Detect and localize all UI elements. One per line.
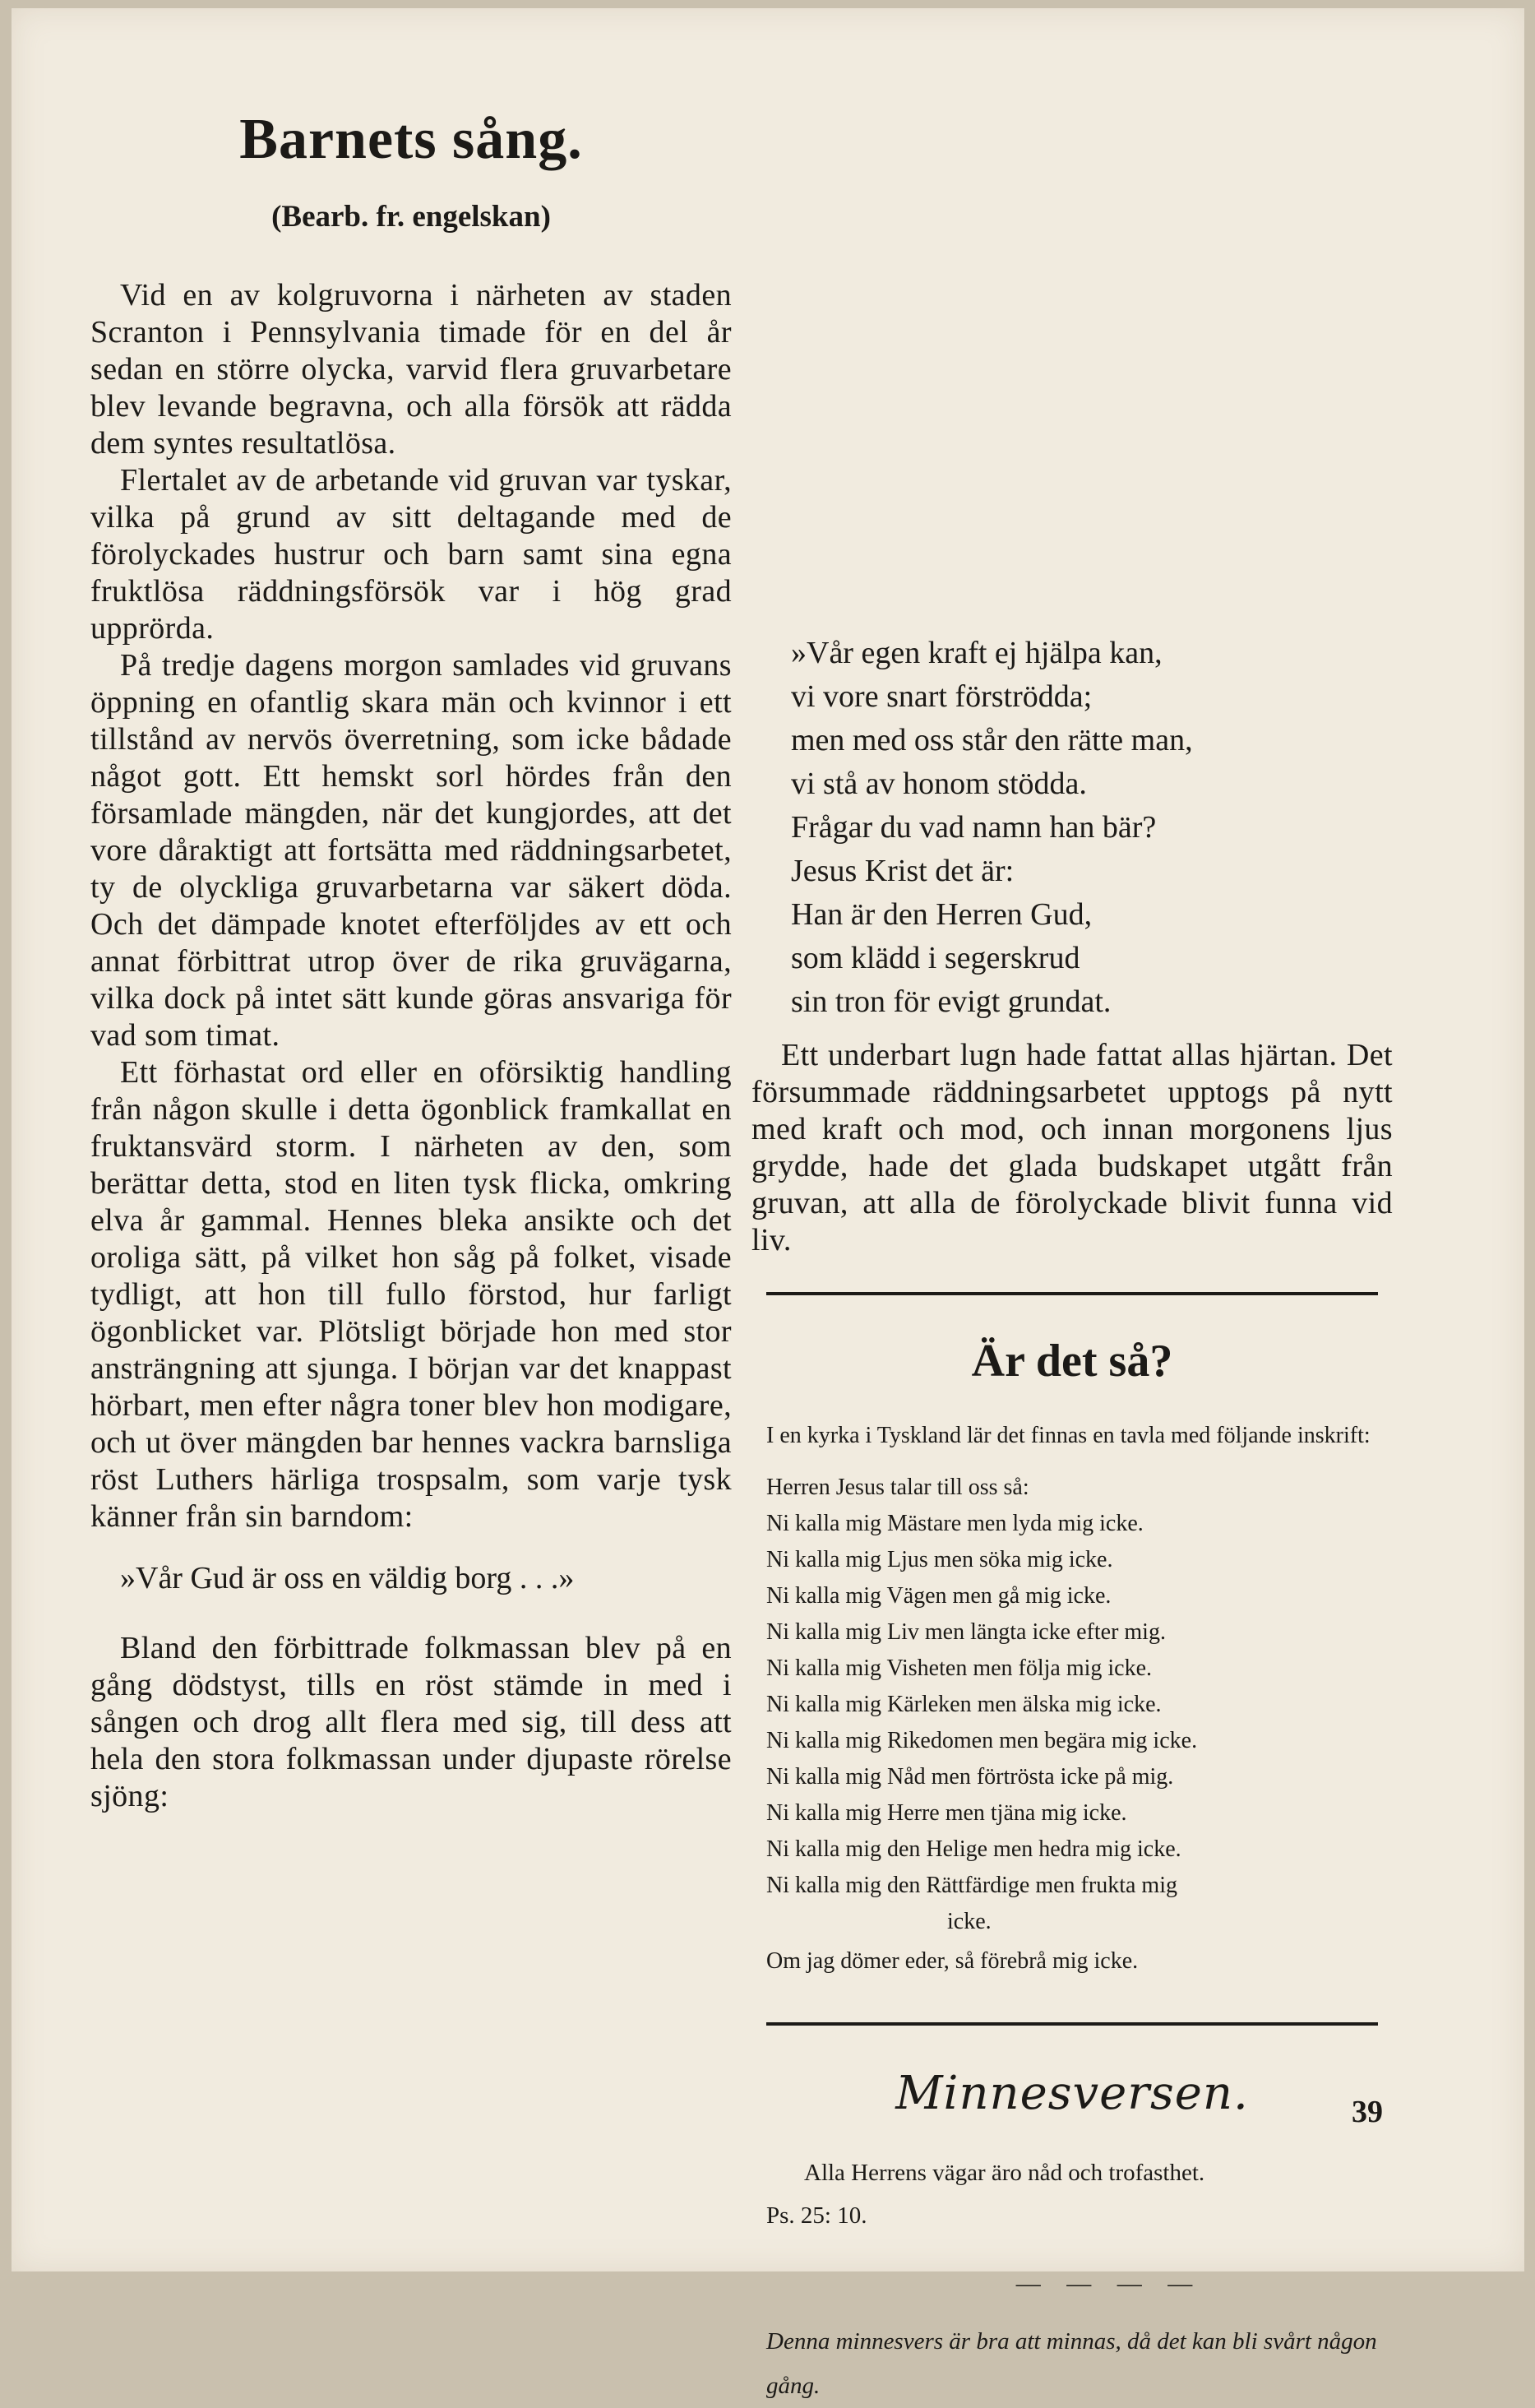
inscription-line: Ni kalla mig Vägen men gå mig icke. (766, 1583, 1112, 1609)
inscription-line: Ni kalla mig Liv men längta icke efter mig. (766, 1619, 1166, 1645)
inscription-lead: Herren Jesus talar till oss så: (766, 1475, 1029, 1500)
memory-verse-title: Minnesversen. (895, 2067, 1249, 2120)
article-paragraph: På tredje dagens morgon samlades vid gruvans öppning en ofantlig skara män och kvinnor i ett tillstånd av nervös överretning, som icke bådade något gott. Ett hemskt sorl hördes från den församlade mängden, när det kungjordes, att det vore dåraktigt att fortsätta med räddningsarbetet, ty de olyckliga gruvarbetarna var säkert döda. Och det dämpade knotet efterföljdes av ett och annat förbittrat utrop över de rika gruvägarna, vilka dock på intet sätt kunde göras ansvariga för vad som timat. (90, 648, 732, 1053)
right-column (751, 617, 1393, 2408)
section-divider (766, 2022, 1378, 2026)
section-title: Är det så? (971, 1336, 1173, 1387)
hymn-line: Han är den Herren Gud, (791, 897, 1093, 932)
article-title: Barnets sång. (239, 108, 583, 171)
article-closing: Ett underbart lugn hade fattat allas hjärtan. Det försummade räddningsarbetet upptogs på nytt med kraft och mod, och innan morgonens ljus grydde, hade det glada budskapet utgått från gruvan, att alla de förolyckade blivit funna vid liv. (751, 1038, 1393, 1257)
hymn-line: »Vår egen kraft ej hjälpa kan, (791, 636, 1163, 670)
hymn-line: sin tron för evigt grundat. (791, 984, 1112, 1019)
section-divider (766, 1292, 1378, 1295)
inscription-line: Ni kalla mig den Helige men hedra mig icke. (766, 1836, 1181, 1862)
inscription-line: Ni kalla mig den Rättfärdige men frukta mig (766, 1873, 1177, 1898)
hymn-quote: »Vår Gud är oss en väldig borg . . .» (120, 1561, 575, 1595)
inscription-line: Ni kalla mig Nåd men förtrösta icke på mig. (766, 1764, 1174, 1790)
article-paragraph: Flertalet av de arbetande vid gruvan var tyskar, vilka på grund av sitt deltagande med de förolyckades hustrur och barn samt sina egna fruktlösa räddningsförsök var i hög grad upprörda. (90, 463, 732, 646)
article-continuation: Bland den förbittrade folkmassan blev på en gång dödstyst, tills en röst stämde in med i sången och drog allt flera med sig, till dess att hela den stora folkmassan under djupaste rörelse sjöng: (90, 1631, 732, 1813)
left-column (90, 107, 732, 1815)
hymn-verse (791, 632, 1393, 1024)
magazine-page (12, 8, 1524, 2399)
inscription-line: Ni kalla mig Herre men tjäna mig icke. (766, 1800, 1127, 1826)
hymn-line: vi vore snart förströdda; (791, 679, 1093, 714)
inscription-line: Ni kalla mig Mästare men lyda mig icke. (766, 1511, 1144, 1536)
memory-verse-text: Alla Herrens vägar äro nåd och trofasthet. (804, 2160, 1205, 2186)
hymn-line: men med oss står den rätte man, (791, 723, 1193, 757)
section-intro: I en kyrka i Tyskland lär det finnas en tavla med följande inskrift: (766, 1423, 1371, 1448)
article-paragraph: Vid en av kolgruvorna i närheten av staden Scranton i Pennsylvania timade för en del år sedan en större olycka, varvid flera gruvarbetare blev levande begravna, och alla försök att rädda dem syntes resultatlösa. (90, 278, 732, 461)
memory-verse-note: Denna minnesvers är bra att minnas, då det kan bli svårt någon gång. (766, 2328, 1377, 2399)
inscription-continuation: icke. (947, 1909, 992, 1934)
inscription-line: Ni kalla mig Kärleken men älska mig icke. (766, 1692, 1162, 1717)
hymn-line: som klädd i segerskrud (791, 941, 1080, 975)
inscription-line: Ni kalla mig Rikedomen men begära mig icke. (766, 1728, 1198, 1753)
inscription-line: Ni kalla mig Visheten men följa mig icke. (766, 1656, 1153, 1681)
page-number: 39 (1352, 2095, 1383, 2129)
memory-verse-reference: Ps. 25: 10. (766, 2202, 867, 2229)
dash-separator: — — — — (1015, 2270, 1203, 2297)
hymn-line: Frågar du vad namn han bär? (791, 810, 1157, 845)
article-subtitle: (Bearb. fr. engelskan) (271, 200, 551, 234)
inscription-list (766, 1470, 1393, 1980)
inscription-last: Om jag dömer eder, så förebrå mig icke. (766, 1948, 1139, 1974)
hymn-line: vi stå av honom stödda. (791, 766, 1087, 801)
article-paragraph: Ett förhastat ord eller en oförsiktig handling från någon skulle i detta ögonblick framkallat en fruktansvärd storm. I närheten av den, som berättar detta, stod en liten tysk flicka, omkring elva år gammal. Hennes bleka ansikte och det oroliga sätt, på vilket hon såg på folket, visade tydligt, att hon till fullo förstod, hur farligt ögonblicket var. Plötsligt började hon med stor ansträngning att sjunga. I början var det knappast hörbart, men efter några toner blev hon modigare, och ut över mängden bar hennes vackra barnsliga röst Luthers härliga trospsalm, som varje tysk känner från sin barndom: (90, 1055, 732, 1534)
hymn-line: Jesus Krist det är: (791, 854, 1015, 888)
inscription-line: Ni kalla mig Ljus men söka mig icke. (766, 1547, 1113, 1572)
